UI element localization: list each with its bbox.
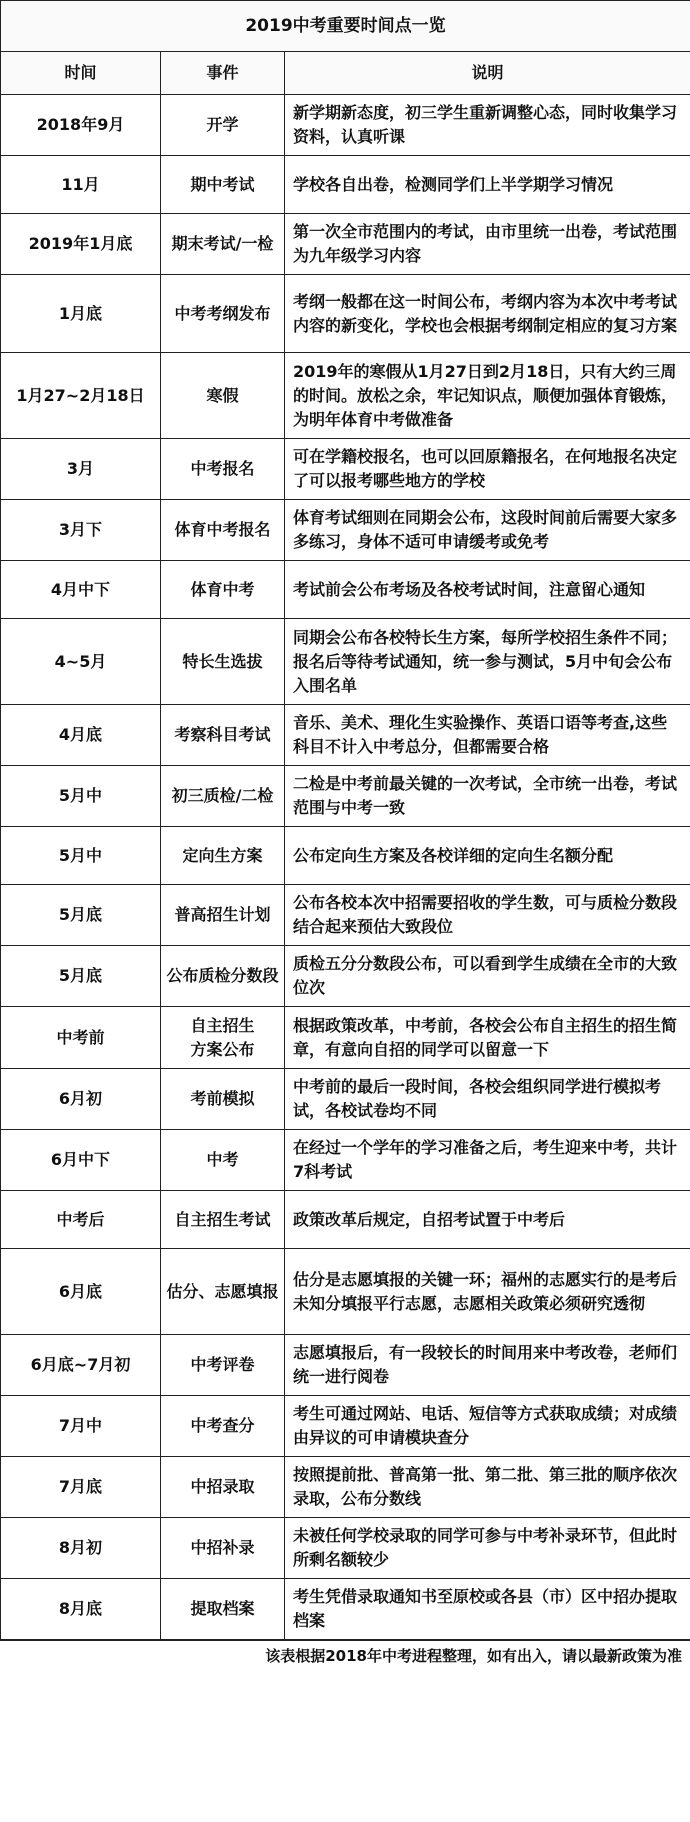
cell-event: 期中考试 xyxy=(161,156,285,214)
table-row xyxy=(1,1069,690,1130)
table-row xyxy=(1,500,690,561)
cell-desc: 志愿填报后，有一段较长的时间用来中考改卷，老师们统一进行阅卷 xyxy=(285,1335,690,1396)
cell-event: 中招录取 xyxy=(161,1457,285,1518)
cell-desc: 考生可通过网站、电话、短信等方式获取成绩；对成绩由异议的可申请模块查分 xyxy=(285,1396,690,1457)
cell-event: 估分、志愿填报 xyxy=(161,1249,285,1335)
cell-desc: 2019年的寒假从1月27日到2月18日，只有大约三周的时间。放松之余，牢记知识点，顺便加强体育锻炼，为明年体育中考做准备 xyxy=(285,353,690,439)
cell-time: 4~5月 xyxy=(1,619,161,705)
cell-time: 11月 xyxy=(1,156,161,214)
cell-desc: 可在学籍校报名，也可以回原籍报名，在何地报名决定了可以报考哪些地方的学校 xyxy=(285,439,690,500)
table-title: 2019中考重要时间点一览 xyxy=(1,1,690,52)
cell-event: 体育中考报名 xyxy=(161,500,285,561)
cell-event: 中考报名 xyxy=(161,439,285,500)
table-row xyxy=(1,619,690,705)
cell-time: 8月初 xyxy=(1,1518,161,1579)
cell-time: 中考前 xyxy=(1,1007,161,1069)
cell-desc: 中考前的最后一段时间，各校会组织同学进行模拟考试，各校试卷均不同 xyxy=(285,1069,690,1130)
table-row xyxy=(1,1518,690,1579)
cell-desc: 估分是志愿填报的关键一环；福州的志愿实行的是考后未知分填报平行志愿，志愿相关政策必须研究透彻 xyxy=(285,1249,690,1335)
cell-desc: 考纲一般都在这一时间公布，考纲内容为本次中考考试内容的新变化，学校也会根据考纲制定相应的复习方案 xyxy=(285,275,690,353)
cell-time: 5月底 xyxy=(1,885,161,946)
table-row xyxy=(1,1396,690,1457)
table-row xyxy=(1,766,690,827)
cell-desc: 质检五分分数段公布，可以看到学生成绩在全市的大致位次 xyxy=(285,946,690,1007)
table-row xyxy=(1,946,690,1007)
table-row xyxy=(1,1249,690,1335)
cell-event: 中招补录 xyxy=(161,1518,285,1579)
cell-event: 中考 xyxy=(161,1130,285,1191)
cell-time: 6月底~7月初 xyxy=(1,1335,161,1396)
cell-desc: 公布定向生方案及各校详细的定向生名额分配 xyxy=(285,827,690,885)
cell-event: 初三质检/二检 xyxy=(161,766,285,827)
footer-note: 该表根据2018年中考进程整理，如有出入，请以最新政策为准 xyxy=(0,1640,690,1672)
cell-time: 2018年9月 xyxy=(1,95,161,156)
table-body xyxy=(1,95,690,1640)
header-desc: 说明 xyxy=(285,52,690,95)
cell-time: 8月底 xyxy=(1,1579,161,1640)
cell-event: 自主招生考试 xyxy=(161,1191,285,1249)
cell-desc: 根据政策改革，中考前，各校会公布自主招生的招生简章，有意向自招的同学可以留意一下 xyxy=(285,1007,690,1069)
cell-event: 开学 xyxy=(161,95,285,156)
cell-event: 考察科目考试 xyxy=(161,705,285,766)
table-row xyxy=(1,353,690,439)
cell-time: 中考后 xyxy=(1,1191,161,1249)
cell-event: 中考评卷 xyxy=(161,1335,285,1396)
table-row xyxy=(1,1007,690,1069)
cell-time: 1月27~2月18日 xyxy=(1,353,161,439)
cell-desc: 二检是中考前最关键的一次考试，全市统一出卷，考试范围与中考一致 xyxy=(285,766,690,827)
table-row xyxy=(1,95,690,156)
cell-desc: 未被任何学校录取的同学可参与中考补录环节，但此时所剩名额较少 xyxy=(285,1518,690,1579)
cell-time: 5月底 xyxy=(1,946,161,1007)
cell-desc: 音乐、美术、理化生实验操作、英语口语等考查,这些科目不计入中考总分，但都需要合格 xyxy=(285,705,690,766)
cell-event: 普高招生计划 xyxy=(161,885,285,946)
cell-event: 自主招生 方案公布 xyxy=(161,1007,285,1069)
cell-desc: 公布各校本次中招需要招收的学生数，可与质检分数段结合起来预估大致段位 xyxy=(285,885,690,946)
cell-event: 寒假 xyxy=(161,353,285,439)
cell-desc: 第一次全市范围内的考试，由市里统一出卷，考试范围为九年级学习内容 xyxy=(285,214,690,275)
title-row xyxy=(1,1,690,52)
table-row xyxy=(1,275,690,353)
table-row xyxy=(1,1335,690,1396)
cell-desc: 在经过一个学年的学习准备之后，考生迎来中考，共计7科考试 xyxy=(285,1130,690,1191)
cell-time: 7月底 xyxy=(1,1457,161,1518)
table-row xyxy=(1,1579,690,1640)
cell-time: 3月下 xyxy=(1,500,161,561)
header-time: 时间 xyxy=(1,52,161,95)
table-row xyxy=(1,1191,690,1249)
table-row xyxy=(1,1457,690,1518)
cell-desc: 体育考试细则在同期会公布，这段时间前后需要大家多多练习，身体不适可申请缓考或免考 xyxy=(285,500,690,561)
cell-event: 特长生选拔 xyxy=(161,619,285,705)
cell-event: 中考查分 xyxy=(161,1396,285,1457)
cell-event: 中考考纲发布 xyxy=(161,275,285,353)
cell-desc: 考生凭借录取通知书至原校或各县（市）区中招办提取档案 xyxy=(285,1579,690,1640)
cell-time: 6月中下 xyxy=(1,1130,161,1191)
cell-desc: 学校各自出卷，检测同学们上半学期学习情况 xyxy=(285,156,690,214)
cell-event: 公布质检分数段 xyxy=(161,946,285,1007)
cell-event: 考前模拟 xyxy=(161,1069,285,1130)
cell-time: 4月底 xyxy=(1,705,161,766)
table-row xyxy=(1,156,690,214)
cell-time: 4月中下 xyxy=(1,561,161,619)
cell-time: 5月中 xyxy=(1,827,161,885)
cell-time: 2019年1月底 xyxy=(1,214,161,275)
cell-time: 6月底 xyxy=(1,1249,161,1335)
cell-event: 体育中考 xyxy=(161,561,285,619)
header-row xyxy=(1,52,690,95)
cell-event: 期末考试/一检 xyxy=(161,214,285,275)
cell-desc: 政策改革后规定，自招考试置于中考后 xyxy=(285,1191,690,1249)
cell-time: 5月中 xyxy=(1,766,161,827)
cell-event: 定向生方案 xyxy=(161,827,285,885)
cell-time: 7月中 xyxy=(1,1396,161,1457)
cell-time: 6月初 xyxy=(1,1069,161,1130)
table-row xyxy=(1,1130,690,1191)
table-row xyxy=(1,561,690,619)
cell-desc: 考试前会公布考场及各校考试时间，注意留心通知 xyxy=(285,561,690,619)
table-row xyxy=(1,439,690,500)
cell-desc: 按照提前批、普高第一批、第二批、第三批的顺序依次录取，公布分数线 xyxy=(285,1457,690,1518)
cell-desc: 同期会公布各校特长生方案，每所学校招生条件不同；报名后等待考试通知，统一参与测试，5月中旬会公布入围名单 xyxy=(285,619,690,705)
cell-time: 3月 xyxy=(1,439,161,500)
cell-event: 提取档案 xyxy=(161,1579,285,1640)
table-row xyxy=(1,827,690,885)
cell-desc: 新学期新态度，初三学生重新调整心态，同时收集学习资料，认真听课 xyxy=(285,95,690,156)
cell-time: 1月底 xyxy=(1,275,161,353)
table-row xyxy=(1,885,690,946)
header-event: 事件 xyxy=(161,52,285,95)
table-row xyxy=(1,214,690,275)
table-row xyxy=(1,705,690,766)
